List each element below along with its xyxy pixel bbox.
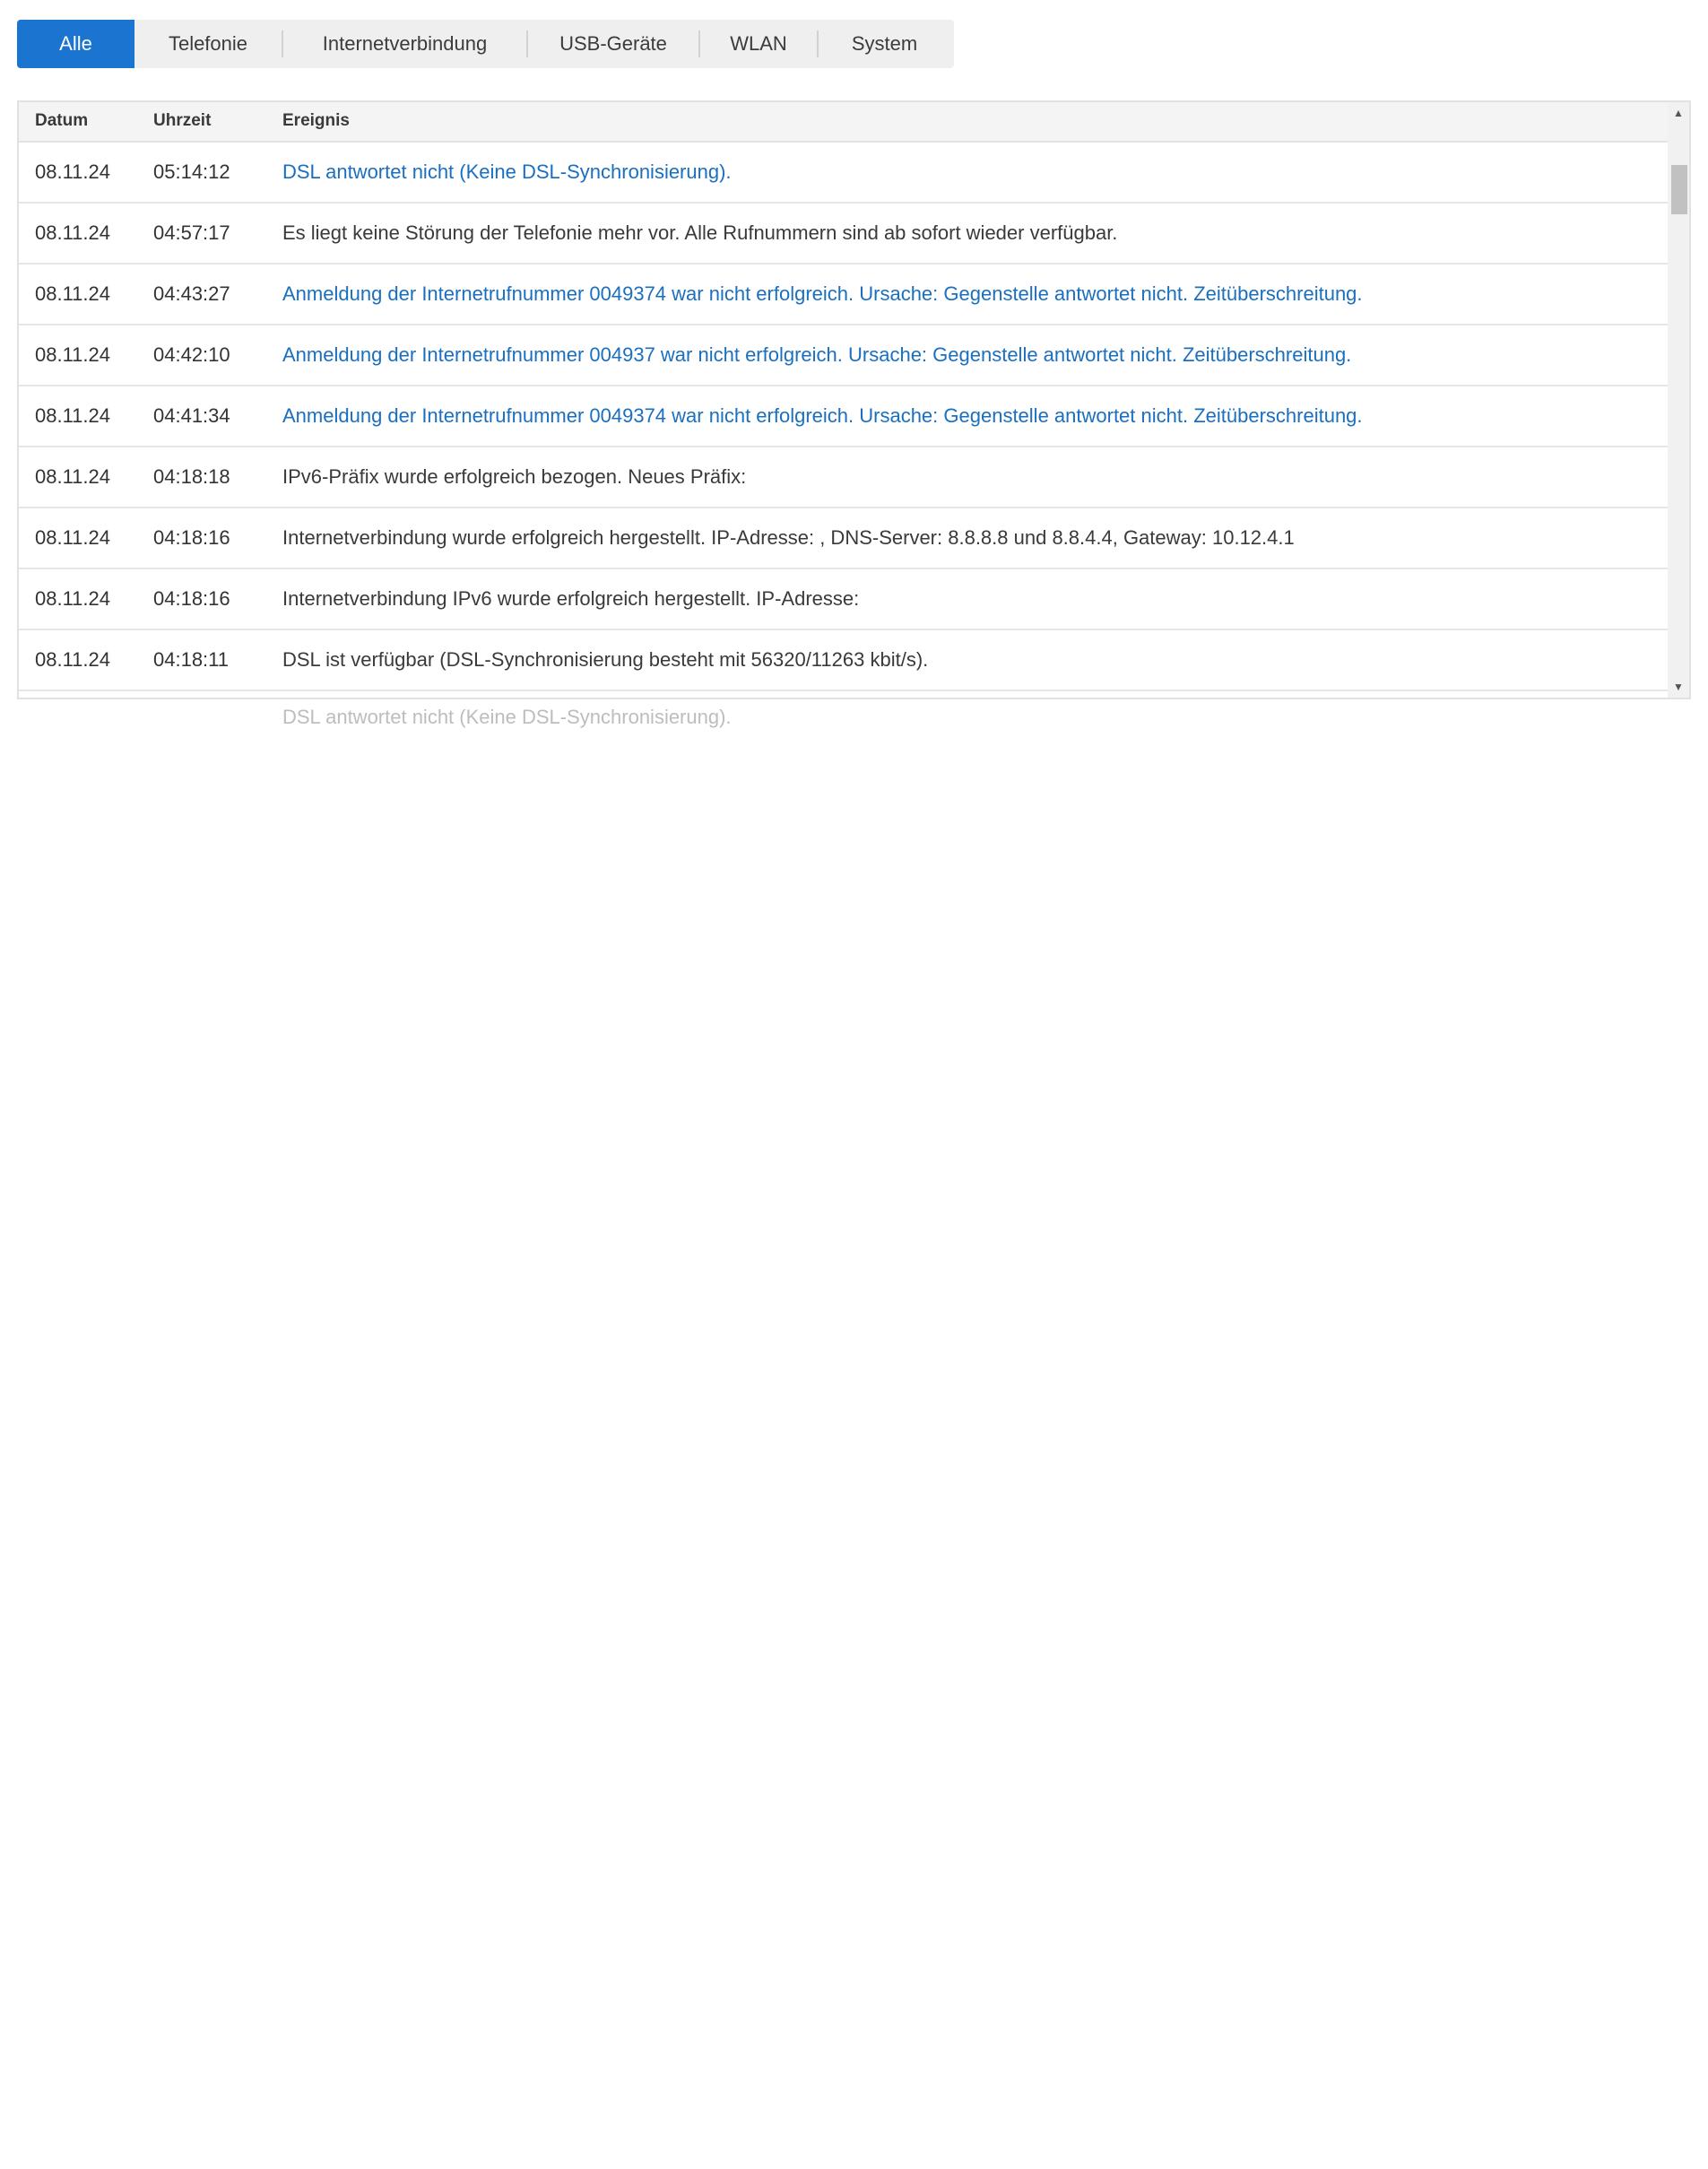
table-row — [19, 265, 1669, 325]
table-row — [19, 508, 1669, 569]
row-event-link[interactable]: Anmeldung der Internetrufnummer 0049374 war nicht erfolgreich. Ursache: Gegenstelle antwortet nicht. Zeitüberschreitung. — [282, 404, 1363, 427]
tab-system[interactable]: System — [851, 32, 918, 55]
tab-usb-geraete[interactable]: USB-Geräte — [559, 32, 667, 55]
row-event: Internetverbindung IPv6 wurde erfolgreich hergestellt. IP-Adresse: — [282, 587, 860, 610]
table-row — [19, 569, 1669, 630]
table-row — [19, 447, 1669, 508]
row-time: 04:18:18 — [153, 465, 230, 488]
row-time: 05:14:12 — [153, 161, 230, 183]
tab-telefonie[interactable]: Telefonie — [168, 32, 248, 55]
row-date: 08.11.24 — [35, 465, 111, 488]
row-event: Es liegt keine Störung der Telefonie mehr vor. Alle Rufnummern sind ab sofort wieder verfügbar. — [282, 221, 1118, 244]
row-time: 04:18:16 — [153, 526, 230, 549]
scrollbar-thumb[interactable] — [1671, 165, 1687, 214]
tab-wlan[interactable]: WLAN — [730, 32, 787, 55]
table-body — [19, 143, 1669, 727]
row-time: 04:42:10 — [153, 343, 230, 366]
table-header — [19, 102, 1669, 143]
row-date: 08.11.24 — [35, 282, 111, 305]
row-date: 08.11.24 — [35, 587, 111, 610]
arrow-up-icon[interactable]: ▲ — [1673, 107, 1684, 119]
table-row-partial — [19, 691, 1669, 727]
row-event: Internetverbindung wurde erfolgreich hergestellt. IP-Adresse: , DNS-Server: 8.8.8.8 und 8.8.4.4, Gateway: 10.12.4.1 — [282, 526, 1295, 549]
event-log-table — [17, 100, 1691, 728]
row-time: 04:18:16 — [153, 587, 230, 610]
row-date: 08.11.24 — [35, 526, 111, 549]
table-row — [19, 204, 1669, 265]
tab-internetverbindung[interactable]: Internetverbindung — [322, 32, 488, 55]
tab-alle[interactable]: Alle — [17, 20, 134, 68]
table-row — [19, 386, 1669, 447]
row-time: 04:41:34 — [153, 404, 230, 427]
table-row — [19, 325, 1669, 386]
row-time: 04:43:27 — [153, 282, 230, 305]
column-header-time[interactable]: Uhrzeit — [153, 111, 212, 130]
filter-tabs — [17, 20, 954, 68]
row-date: 08.11.24 — [35, 404, 111, 427]
vertical-scrollbar[interactable] — [1668, 102, 1689, 698]
row-date: 08.11.24 — [35, 161, 111, 183]
row-event: DSL ist verfügbar (DSL-Synchronisierung besteht mit 56320/11263 kbit/s). — [282, 648, 929, 671]
row-event-link[interactable]: DSL antwortet nicht (Keine DSL-Synchronisierung). — [282, 161, 732, 183]
row-time: 04:57:17 — [153, 221, 230, 244]
row-event: IPv6-Präfix wurde erfolgreich bezogen. Neues Präfix: — [282, 465, 747, 488]
row-date: 08.11.24 — [35, 343, 111, 366]
row-date: 08.11.24 — [35, 648, 111, 671]
table-row — [19, 630, 1669, 691]
column-header-event[interactable]: Ereignis — [282, 111, 350, 130]
row-time: 04:18:11 — [153, 648, 230, 671]
arrow-down-icon[interactable]: ▼ — [1673, 681, 1684, 693]
row-event: DSL antwortet nicht (Keine DSL-Synchronisierung). — [282, 706, 732, 728]
row-date: 08.11.24 — [35, 221, 111, 244]
column-header-date[interactable]: Datum — [35, 111, 89, 130]
table-row — [19, 143, 1669, 204]
row-event-link[interactable]: Anmeldung der Internetrufnummer 004937 war nicht erfolgreich. Ursache: Gegenstelle antwortet nicht. Zeitüberschreitung. — [282, 343, 1352, 366]
row-event-link[interactable]: Anmeldung der Internetrufnummer 0049374 war nicht erfolgreich. Ursache: Gegenstelle antwortet nicht. Zeitüberschreitung. — [282, 282, 1363, 305]
